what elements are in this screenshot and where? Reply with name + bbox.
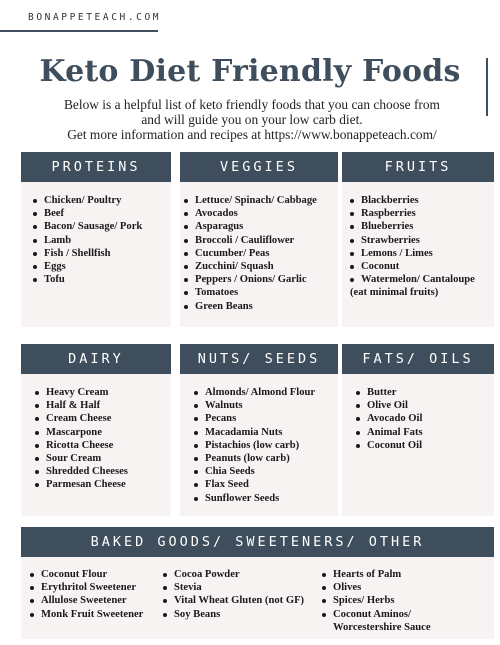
- list-item: Peppers / Onions/ Garlic: [184, 273, 317, 286]
- list-item: Spices/ Herbs: [322, 594, 431, 607]
- dairy-list: [35, 386, 128, 492]
- fruits-note: (eat minimal fruits): [350, 287, 439, 299]
- list-item: Monk Fruit Sweetener: [30, 608, 143, 621]
- list-item: Peanuts (low carb): [194, 452, 315, 465]
- list-item: Soy Beans: [163, 608, 304, 621]
- nuts-seeds-card: [180, 344, 338, 516]
- list-item: Walnuts: [194, 399, 315, 412]
- list-item: Pecans: [194, 412, 315, 425]
- list-item: Lettuce/ Spinach/ Cabbage: [184, 194, 317, 207]
- fruits-card: [342, 152, 494, 327]
- list-item: Chicken/ Poultry: [33, 194, 142, 207]
- veggies-card: [180, 152, 338, 327]
- list-item: Olives: [322, 581, 431, 594]
- list-item: Tofu: [33, 273, 142, 286]
- list-item: Butter: [356, 386, 423, 399]
- list-item: Animal Fats: [356, 426, 423, 439]
- list-item: Mascarpone: [35, 426, 128, 439]
- brand-name: BONAPPETEACH.COM: [28, 12, 162, 23]
- list-item: Hearts of Palm: [322, 568, 431, 581]
- fats-oils-list: [356, 386, 423, 452]
- list-item: Almonds/ Almond Flour: [194, 386, 315, 399]
- dairy-heading: DAIRY: [21, 344, 171, 374]
- list-item: Ricotta Cheese: [35, 439, 128, 452]
- list-item: Green Beans: [184, 300, 317, 313]
- fats-oils-heading: FATS/ OILS: [342, 344, 494, 374]
- list-item: Sour Cream: [35, 452, 128, 465]
- list-item: Lamb: [33, 234, 142, 247]
- proteins-card: [21, 152, 171, 327]
- veggies-list: [184, 194, 317, 313]
- proteins-list: [33, 194, 142, 286]
- list-item: Broccoli / Cauliflower: [184, 234, 317, 247]
- intro-line: and will guide you on your low carb diet.: [141, 112, 363, 127]
- list-item: Raspberries: [350, 207, 475, 220]
- list-item: Lemons / Limes: [350, 247, 475, 260]
- list-item: Allulose Sweetener: [30, 594, 143, 607]
- list-item: Fish / Shellfish: [33, 247, 142, 260]
- list-item: Stevia: [163, 581, 304, 594]
- list-item: Bacon/ Sausage/ Pork: [33, 220, 142, 233]
- list-item: Asparagus: [184, 220, 317, 233]
- intro-line: Get more information and recipes at https://www.bonappeteach.com/: [67, 127, 437, 142]
- list-item: Avocados: [184, 207, 317, 220]
- veggies-heading: VEGGIES: [180, 152, 338, 182]
- list-item: Cream Cheese: [35, 412, 128, 425]
- brand-underline: [0, 30, 158, 32]
- intro-line: Below is a helpful list of keto friendly foods that you can choose from: [64, 97, 440, 112]
- list-item: Avocado Oil: [356, 412, 423, 425]
- list-item: Cocoa Powder: [163, 568, 304, 581]
- list-item: Zucchini/ Squash: [184, 260, 317, 273]
- list-item: Tomatoes: [184, 286, 317, 299]
- list-item: Sunflower Seeds: [194, 492, 315, 505]
- list-item: Olive Oil: [356, 399, 423, 412]
- list-item: Heavy Cream: [35, 386, 128, 399]
- fruits-heading: FRUITS: [342, 152, 494, 182]
- list-item: Macadamia Nuts: [194, 426, 315, 439]
- intro-text: [30, 97, 474, 142]
- baked-goods-list-col2: [163, 568, 304, 621]
- list-item: Beef: [33, 207, 142, 220]
- list-item: Shredded Cheeses: [35, 465, 128, 478]
- list-item: Vital Wheat Gluten (not GF): [163, 594, 304, 607]
- list-item-continued: Worcestershire Sauce: [333, 621, 431, 633]
- list-item: Coconut Flour: [30, 568, 143, 581]
- list-item: Watermelon/ Cantaloupe: [350, 273, 475, 286]
- list-item: Parmesan Cheese: [35, 478, 128, 491]
- list-item: Half & Half: [35, 399, 128, 412]
- list-item: Coconut Aminos/: [322, 608, 431, 621]
- list-item: Erythritol Sweetener: [30, 581, 143, 594]
- list-item: Blackberries: [350, 194, 475, 207]
- page-title: Keto Diet Friendly Foods: [39, 54, 461, 89]
- list-item: Eggs: [33, 260, 142, 273]
- baked-goods-card: [21, 527, 494, 639]
- dairy-card: [21, 344, 171, 516]
- list-item: Blueberries: [350, 220, 475, 233]
- proteins-heading: PROTEINS: [21, 152, 171, 182]
- nuts-seeds-heading: NUTS/ SEEDS: [180, 344, 338, 374]
- fruits-list: [350, 194, 475, 300]
- list-item: Flax Seed: [194, 478, 315, 491]
- baked-goods-list-col1: [30, 568, 143, 621]
- baked-goods-list-col3: [322, 568, 431, 634]
- list-item: Cucumber/ Peas: [184, 247, 317, 260]
- list-item: Coconut: [350, 260, 475, 273]
- nuts-seeds-list: [194, 386, 315, 505]
- fats-oils-card: [342, 344, 494, 516]
- list-item: Coconut Oil: [356, 439, 423, 452]
- list-item: Strawberries: [350, 234, 475, 247]
- baked-goods-heading: BAKED GOODS/ SWEETENERS/ OTHER: [21, 527, 494, 557]
- list-item: Pistachios (low carb): [194, 439, 315, 452]
- list-item: Chia Seeds: [194, 465, 315, 478]
